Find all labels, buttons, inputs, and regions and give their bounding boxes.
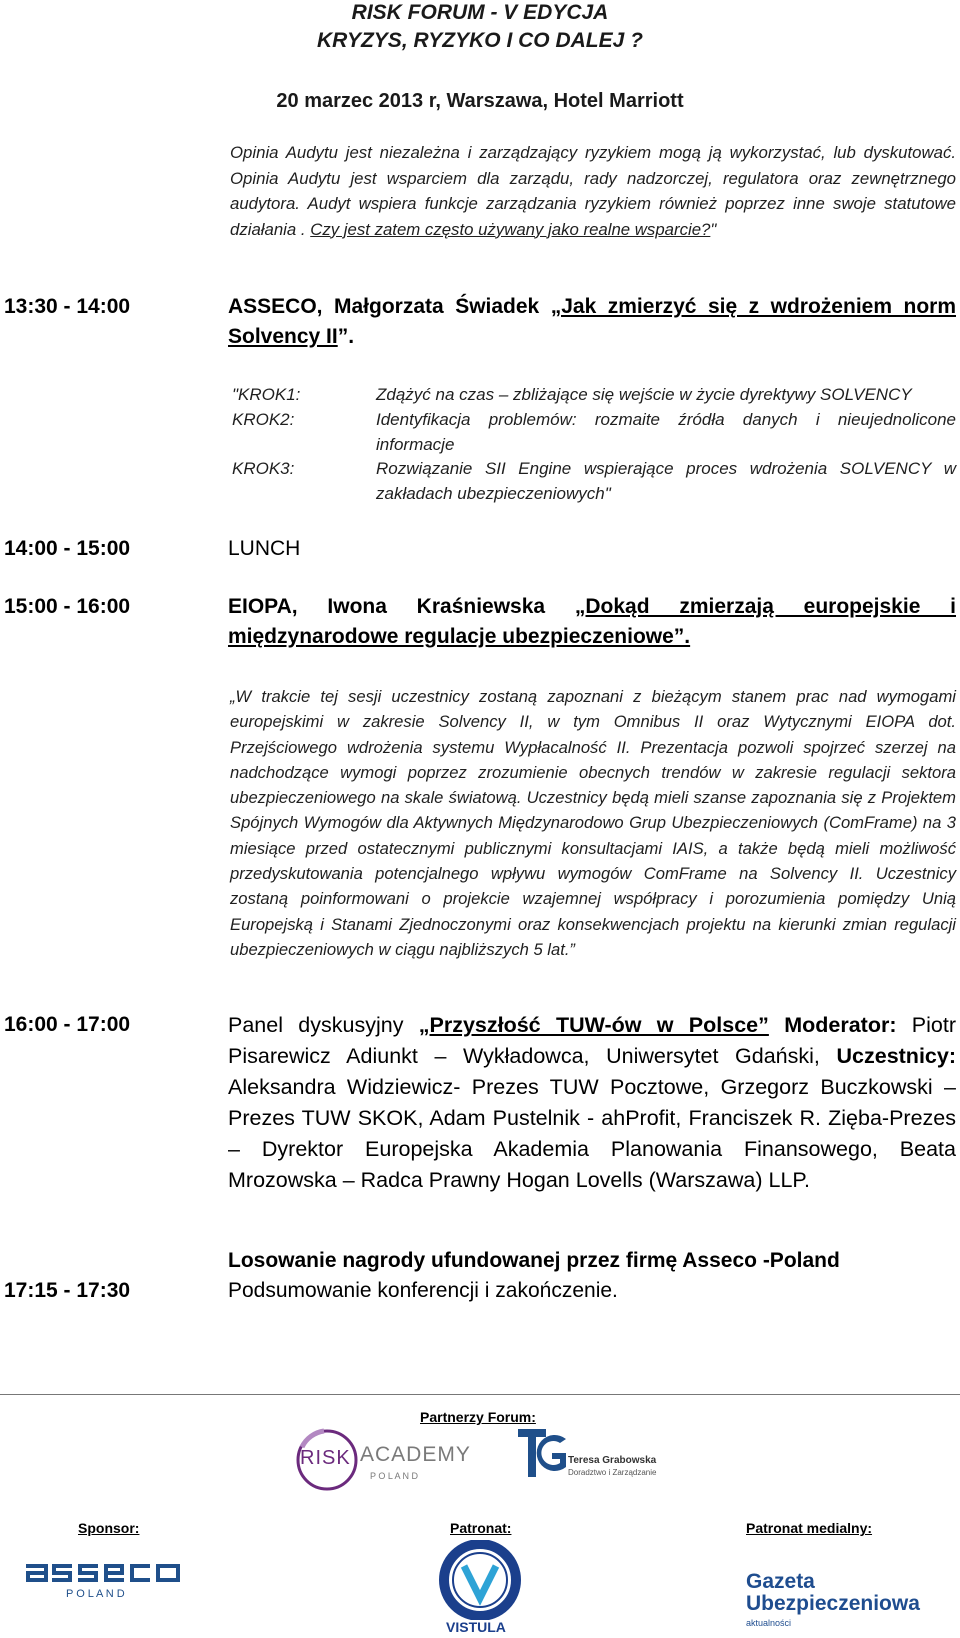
step-label: "KROK1:	[232, 385, 301, 404]
intro-end: "	[710, 219, 717, 239]
lunch-label: LUNCH	[228, 537, 301, 560]
session-time: 13:30 - 14:00	[4, 295, 131, 318]
step-text: Identyfikacja problemów: rozmaite źródła danych i nieujednolicone informacje	[376, 410, 956, 454]
event-subtitle: KRYZYS, RYZYKO I CO DALEJ ?	[317, 29, 643, 52]
panel-prefix: Panel dyskusyjny	[228, 1013, 419, 1037]
event-date-place: 20 marzec 2013 r, Warszawa, Hotel Marriott	[276, 90, 684, 112]
footer-divider	[0, 1394, 960, 1395]
session-title-eiopa	[228, 592, 956, 652]
session-topic: „Jak zmierzyć się z wdrożeniem norm Solvency II	[228, 295, 956, 348]
gazeta-ubezpieczeniowa-logo	[744, 1570, 928, 1634]
partners-label: Partnerzy Forum:	[420, 1409, 536, 1425]
risk-academy-logo	[294, 1427, 476, 1493]
session-topic-end: ”.	[337, 325, 355, 348]
session-speaker: EIOPA, Iwona Kraśniewska	[228, 595, 575, 618]
academy-text: ACADEMY	[360, 1443, 471, 1466]
prize-draw: Losowanie nagrody ufundowanej przez firmę Asseco -Poland	[228, 1249, 840, 1272]
event-title: RISK FORUM - V EDYCJA	[351, 1, 609, 24]
sponsor-label: Sponsor:	[78, 1520, 140, 1536]
moderator-label: Moderator:	[784, 1013, 897, 1037]
ubezpieczeniowa-text: Ubezpieczeniowa	[746, 1592, 920, 1615]
step-text: Rozwiązanie SII Engine wspierające proces wdrożenia SOLVENCY w zakładach ubezpieczeniowych"	[376, 459, 956, 503]
tg-name-text: Teresa Grabowska	[568, 1455, 657, 1466]
academy-poland-text: P O L A N D	[370, 1471, 419, 1481]
step-label: KROK3:	[232, 459, 295, 478]
session-abstract: „W trakcie tej sesji uczestnicy zostaną zapoznani z bieżącym stanem prac nad wymogami europejskimi w zakresie Solvency II, w tym Omnibus II oraz Wytycznymi EIOPA dot. Przejściowego wdrożenia systemu Wypłacalność II. Prezentacja pozwoli spojrzeć szerzej na nadchodzące wymogi poprzez zrozumienie obecnych trendów w zakresie regulacji sektora ubezpieczeniowego na skale światową. Uczestnicy będą mieli szanse zapoznania się z Projektem Spójnych Wymogów dla Aktywnych Międzynarodowo Grup Ubezpieczeniowych (ComFrame) na 3 miesiące przed ostatecznymi publicznymi konsultacjami IAIS, a także będą mieli możliwość przedyskutowania potencjalnego wpływu wymogów ComFrame na Solvency II. Uczestnicy zostaną poinformowani o projekcie wzajemnej współpracy i porozumienia pomiędzy Unią Europejską i Stanami Zjednoczonymi oraz konsekwencjach projektu na kierunki zmian regulacji ubezpieczeniowych w ciągu najbliższych 5 lat.”	[230, 687, 956, 959]
session-time: 15:00 - 16:00	[4, 595, 131, 618]
intro-question: Czy jest zatem często używany jako realne wsparcie?	[310, 219, 711, 239]
session-time: 17:15 - 17:30	[4, 1279, 131, 1302]
panel-description	[228, 1010, 956, 1196]
session-time: 16:00 - 17:00	[4, 1013, 131, 1036]
participants-label: Uczestnicy:	[836, 1044, 956, 1068]
session-topic: „Dokąd zmierzają europejskie i międzynarodowe regulacje ubezpieczeniowe”.	[228, 595, 956, 648]
asseco-logo	[22, 1560, 194, 1604]
panel-title: „Przyszłość TUW-ów w Polsce”	[418, 1013, 769, 1037]
session-speaker: ASSECO, Małgorzata Świadek	[228, 295, 551, 318]
teresa-grabowska-logo	[516, 1425, 668, 1485]
vistula-logo	[432, 1540, 528, 1636]
patron-label: Patronat:	[450, 1520, 512, 1536]
session-time: 14:00 - 15:00	[4, 537, 131, 560]
asseco-poland-text: P O L A N D	[66, 1588, 125, 1600]
step-label: KROK2:	[232, 410, 295, 429]
closing-text: Podsumowanie konferencji i zakończenie.	[228, 1279, 618, 1302]
media-patron-label: Patronat medialny:	[746, 1520, 873, 1536]
asseco-wordmark-icon	[22, 1560, 194, 1584]
session-title-asseco	[228, 292, 956, 352]
gazeta-text: Gazeta	[746, 1570, 815, 1593]
vistula-emblem-icon	[432, 1540, 528, 1620]
tg-monogram-icon	[516, 1425, 568, 1481]
step-text: Zdążyć na czas – zbliżające się wejście w życie dyrektywy SOLVENCY	[376, 385, 912, 404]
moderator-text: Piotr Pisarewicz Adiunkt – Wykładowca, Uniwersytet Gdański,	[228, 1013, 956, 1068]
intro-text: Opinia Audytu jest niezależna i zarządzający ryzykiem mogą ją wykorzystać, lub dyskutować. Opinia Audytu jest wsparciem dla zarządu, rady nadzorczej, regulatora oraz zewnętrznego audytora. Audyt wspiera funkcje zarządzania ryzykiem również poprzez inne swoje statutowe działania .	[230, 143, 956, 239]
aktualnosci-text: aktualności	[746, 1618, 792, 1628]
tg-sub-text: Doradztwo i Zarządzanie	[568, 1468, 657, 1477]
participants-text: Aleksandra Widziewicz- Prezes TUW Pocztowe, Grzegorz Buczkowski – Prezes TUW SKOK, Adam Pustelnik - ahProfit, Franciszek R. Zięba-Prezes – Dyrektor Europejska Akademia Planowania Finansowego, Beata Mrozowska – Radca Prawny Hogan Lovells (Warszawa) LLP.	[228, 1075, 956, 1192]
vistula-text: VISTULA	[446, 1619, 506, 1635]
intro-paragraph	[230, 140, 956, 242]
risk-text: RISK	[300, 1447, 351, 1469]
